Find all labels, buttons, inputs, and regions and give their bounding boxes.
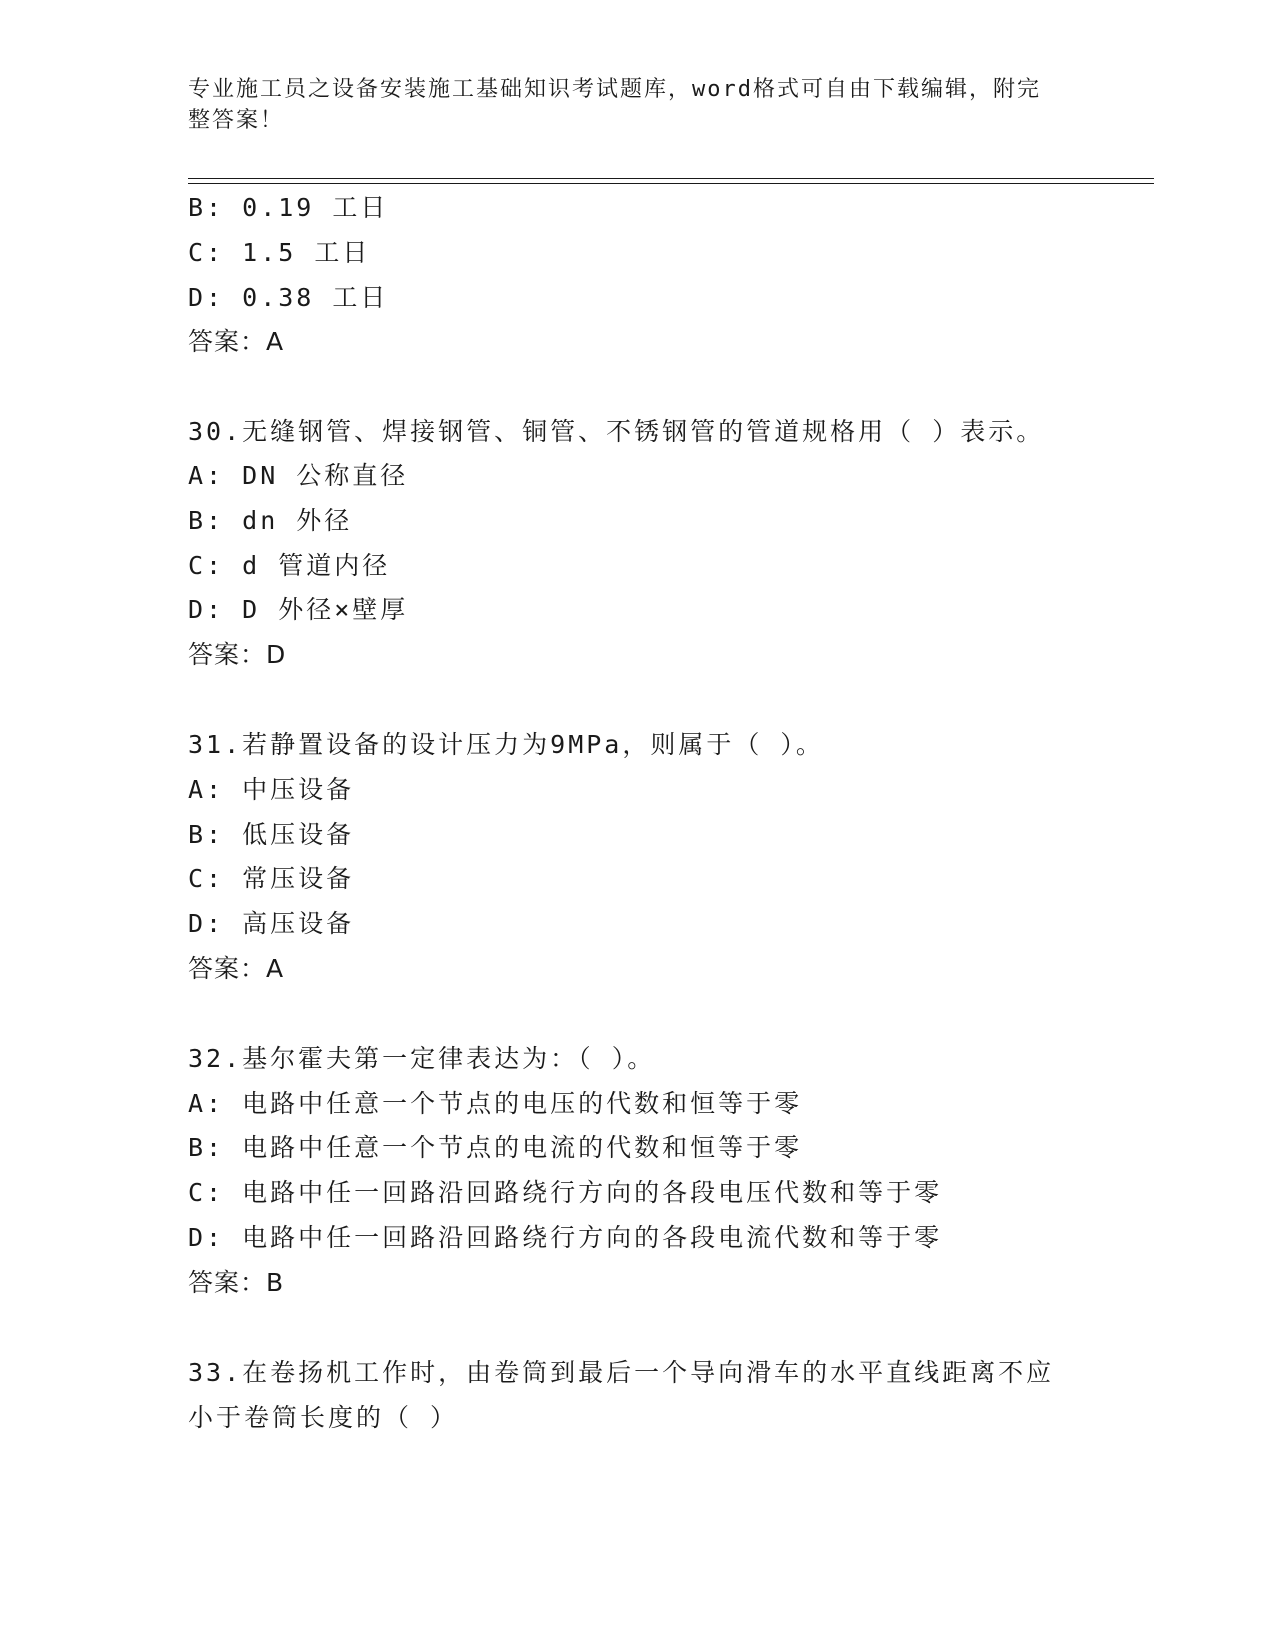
q30-question: 30.无缝钢管、焊接钢管、铜管、不锈钢管的管道规格用（ ）表示。: [188, 417, 1045, 446]
q29-answer: 答案：A: [188, 327, 285, 356]
document-header: [188, 74, 1068, 136]
q30-option-c: C: d 管道内径: [188, 551, 391, 580]
q31-question: 31.若静置设备的设计压力为9MPa，则属于（ ）。: [188, 730, 824, 759]
header-divider-top: [188, 178, 1154, 179]
q32-option-a: A: 电路中任意一个节点的电压的代数和恒等于零: [188, 1089, 803, 1118]
q31-answer: 答案：A: [188, 954, 285, 983]
q32-option-b: B: 电路中任意一个节点的电流的代数和恒等于零: [188, 1133, 803, 1162]
q32-answer: 答案：B: [188, 1268, 285, 1297]
q32-option-c: C: 电路中任一回路沿回路绕行方向的各段电压代数和等于零: [188, 1178, 943, 1207]
q33-question-line-1: 33.在卷扬机工作时，由卷筒到最后一个导向滑车的水平直线距离不应: [188, 1358, 1055, 1387]
q30-answer: 答案：D: [188, 640, 287, 669]
q30-option-a: A: DN 公称直径: [188, 461, 409, 490]
header-line-2: 整答案！: [188, 108, 285, 133]
q31-option-c: C: 常压设备: [188, 864, 355, 893]
q29-option-c: C: 1.5 工日: [188, 238, 371, 267]
q30-option-d: D: D 外径×壁厚: [188, 595, 409, 624]
q32-question: 32.基尔霍夫第一定律表达为：（ ）。: [188, 1044, 656, 1073]
q31-option-b: B: 低压设备: [188, 820, 355, 849]
header-line-1: 专业施工员之设备安装施工基础知识考试题库，word格式可自由下载编辑，附完: [188, 77, 1041, 102]
q31-option-d: D: 高压设备: [188, 909, 355, 938]
q31-option-a: A: 中压设备: [188, 775, 355, 804]
q30-option-b: B: dn 外径: [188, 506, 353, 535]
q32-option-d: D: 电路中任一回路沿回路绕行方向的各段电流代数和等于零: [188, 1223, 943, 1252]
header-divider-bottom: [188, 183, 1154, 184]
q29-option-d: D: 0.38 工日: [188, 283, 389, 312]
q33-question-line-2: 小于卷筒长度的（ ）: [188, 1403, 459, 1432]
q29-option-b: B: 0.19 工日: [188, 193, 389, 222]
